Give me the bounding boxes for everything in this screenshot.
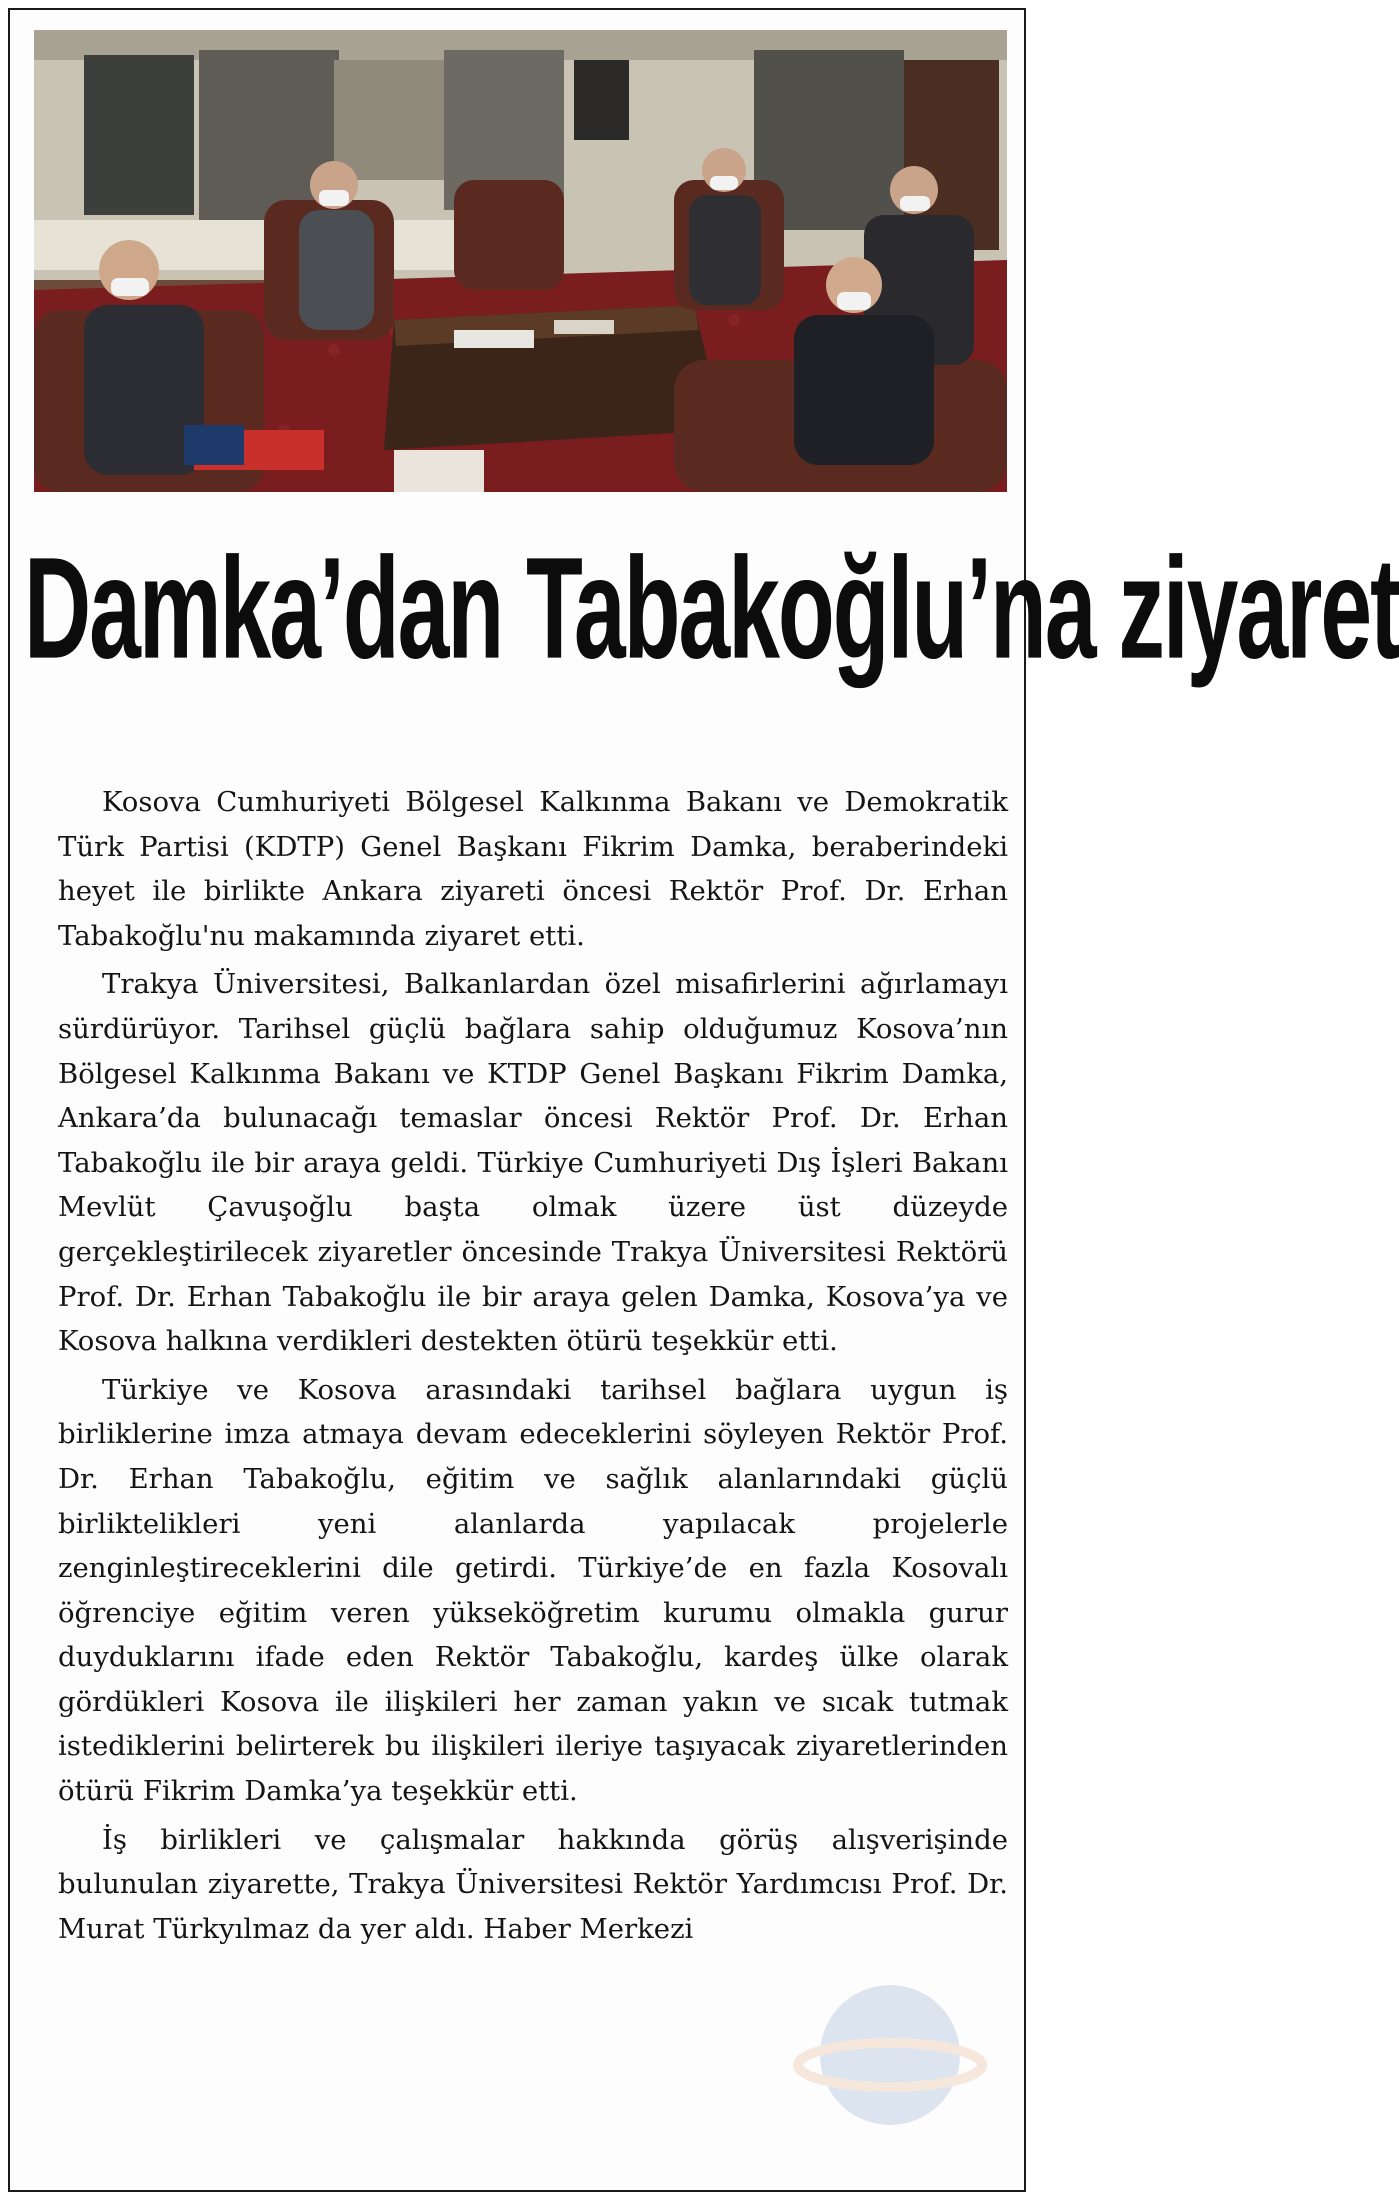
paragraph-1: Kosova Cumhuriyeti Bölgesel Kalkınma Bakanı ve Demokratik Türk Partisi (KDTP) Genel Başkanı Fikrim Damka, beraberindeki heyet ile birlikte Ankara ziyareti öncesi Rektör Prof. Dr. Erhan Tabakoğlu'nu makamında ziyaret etti. xyxy=(58,786,1008,952)
meeting-photo xyxy=(34,30,1007,492)
paragraph-4: İş birlikleri ve çalışmalar hakkında görüş alışverişinde bulunulan ziyarette, Trakya Üniversitesi Rektör Yardımcısı Prof. Dr. Murat Türkyılmaz da yer aldı. Haber Merkezi xyxy=(58,1823,1008,1945)
meeting-photo-illustration xyxy=(34,30,1007,492)
article-body xyxy=(58,780,1008,1955)
paragraph-3: Türkiye ve Kosova arasındaki tarihsel bağlara uygun iş birliklerine imza atmaya devam edeceklerini söyleyen Rektör Prof. Dr. Erhan Tabakoğlu, eğitim ve sağlık alanlarındaki güçlü birliktelikleri yeni alanlarda yapılacak projelerle zenginleştireceklerini dile getirdi. Türkiye’de en fazla Kosovalı öğrenciye eğitim veren yükseköğretim kurumu olmakla gurur duyduklarını ifade eden Rektör Tabakoğlu, kardeş ülke olarak gördükleri Kosova ile ilişkileri her zaman yakın ve sıcak tutmak istediklerini belirterek bu ilişkileri ileriye taşıyacak ziyaretlerinden ötürü Fikrim Damka’ya teşekkür etti. xyxy=(58,1373,1008,1808)
paragraph-2: Trakya Üniversitesi, Balkanlardan özel misafirlerini ağırlamayı sürdürüyor. Tarihsel güçlü bağlara sahip olduğumuz Kosova’nın Bölgesel Kalkınma Bakanı ve KTDP Genel Başkanı Fikrim Damka, Ankara’da bulunacağı temaslar öncesi Rektör Prof. Dr. Erhan Tabakoğlu ile bir araya geldi. Türkiye Cumhuriyeti Dış İşleri Bakanı Mevlüt Çavuşoğlu başta olmak üzere üst düzeyde gerçekleştirilecek ziyaretler öncesinde Trakya Üniversitesi Rektörü Prof. Dr. Erhan Tabakoğlu ile bir araya gelen Damka, Kosova’ya ve Kosova halkına verdikleri destekten ötürü teşekkür etti. xyxy=(58,968,1008,1358)
headline: Damka’dan Tabakoğlu’na ziyaret xyxy=(24,527,1399,689)
